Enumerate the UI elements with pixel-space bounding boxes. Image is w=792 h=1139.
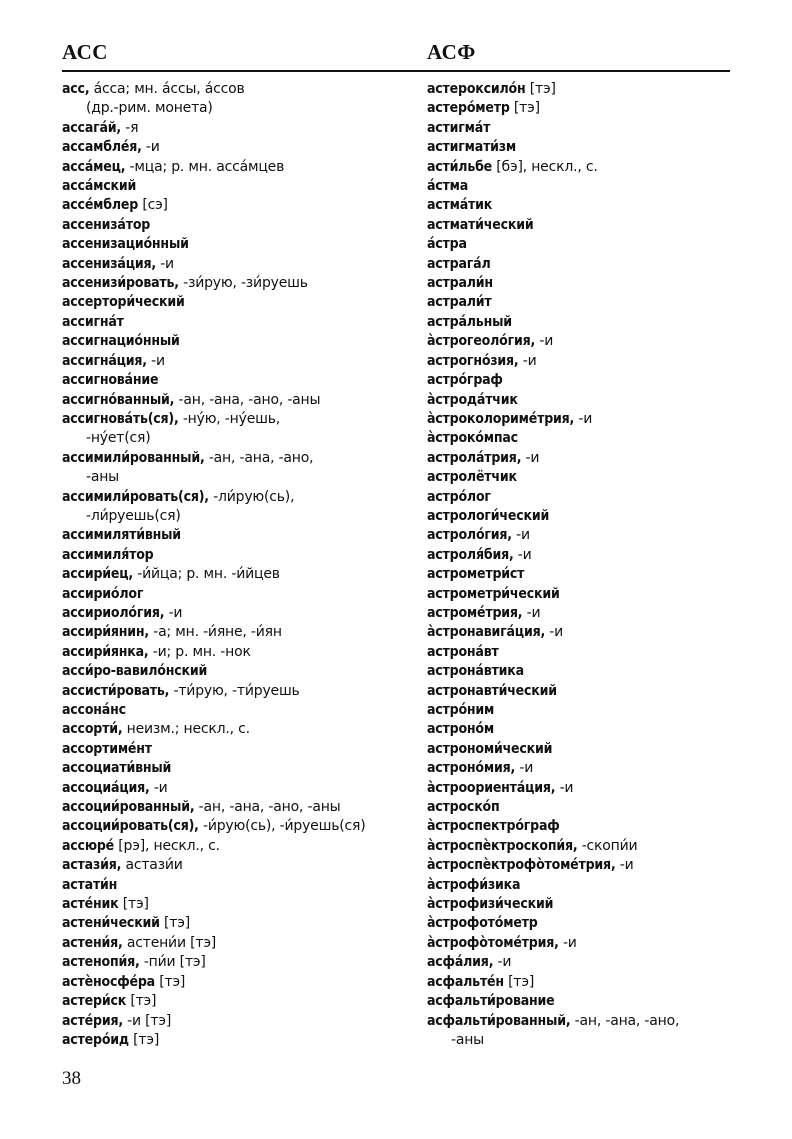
entry-grammar: [тэ] (126, 993, 157, 1010)
entry-headword: астени́я, (62, 934, 123, 951)
entry-headword: астѐносфе́ра (62, 973, 155, 990)
dictionary-entry (62, 138, 412, 157)
dictionary-entry (427, 720, 747, 739)
entry-grammar: -и (141, 139, 160, 156)
entry-headword: а̀строгеоло́гия, (427, 333, 536, 350)
entry-headword: а̀строспѐктроскопи́я, (427, 837, 578, 854)
dictionary-entry (427, 80, 747, 99)
entry-grammar: [рэ], нескл., с. (114, 837, 220, 854)
dictionary-entry (427, 468, 747, 487)
entry-grammar: -и (574, 410, 593, 427)
dictionary-entry (427, 546, 747, 565)
entry-grammar: -и (513, 546, 532, 563)
entry-grammar: [тэ] (509, 100, 540, 117)
entry-grammar: [тэ] (159, 915, 191, 932)
entry-headword: ассимиля́тор (62, 546, 154, 563)
entry-grammar: -и (545, 624, 564, 641)
entry-headword: астрогно́зия, (427, 352, 519, 369)
entry-grammar: -ан, -ана, -ано, -аны (174, 391, 321, 408)
entry-headword: астрали́т (427, 294, 492, 311)
entry-grammar: -и (615, 857, 634, 874)
entry-headword: астрономи́ческий (427, 740, 553, 757)
dictionary-entry (62, 856, 412, 875)
dictionary-entry (62, 953, 412, 972)
entry-grammar: -и (164, 604, 183, 621)
entry-headword: ассортиме́нт (62, 740, 152, 757)
left-column (62, 80, 412, 1050)
dictionary-entry (62, 876, 412, 895)
dictionary-entry (62, 798, 412, 817)
entry-headword: ассигно́ванный, (62, 391, 175, 408)
entry-grammar: -ти́рую, -ти́руешь (169, 682, 300, 699)
entry-grammar: -и́йца; р. мн. -и́йцев (132, 566, 280, 583)
dictionary-entry (427, 391, 747, 410)
dictionary-entry (62, 740, 412, 759)
entry-headword: ассениза́тор (62, 216, 151, 233)
entry-headword: астрометри́ст (427, 566, 525, 583)
entry-grammar: -ли́рую(сь), (208, 488, 295, 505)
entry-headword: астма́тик (427, 197, 493, 214)
entry-headword: ассигна́ция, (62, 352, 147, 369)
dictionary-entry (62, 546, 412, 565)
header-left-guide-word: АСС (62, 40, 108, 64)
entry-grammar: -ан, -ана, -ано, (570, 1012, 680, 1029)
entry-headword: астро́лог (427, 488, 491, 505)
dictionary-entry (62, 391, 412, 410)
entry-grammar: -ну́ю, -ну́ешь, (178, 410, 281, 427)
dictionary-entry (427, 856, 747, 875)
entry-headword: ассоции́ровать(ся), (62, 818, 199, 835)
dictionary-entry (427, 604, 747, 623)
entry-headword: астрола́трия, (427, 449, 522, 466)
entry-headword: ассимили́ровать(ся), (62, 488, 209, 505)
entry-headword: астази́я, (62, 857, 122, 874)
dictionary-entry (62, 80, 412, 119)
entry-grammar: -зи́рую, -зи́руешь (178, 275, 308, 292)
entry-headword: астрологи́ческий (427, 507, 550, 524)
entry-grammar: -и; р. мн. -нок (148, 643, 251, 660)
entry-grammar: [тэ] (118, 896, 149, 913)
dictionary-entry (427, 526, 747, 545)
entry-headword: а̀строфо̀томе́трия, (427, 934, 559, 951)
entry-grammar: -и (149, 779, 168, 796)
dictionary-entry (62, 973, 412, 992)
entry-headword: ассоциати́вный (62, 760, 172, 777)
dictionary-entry (62, 914, 412, 933)
entry-continuation: -ли́руешь(ся) (86, 507, 181, 524)
dictionary-entry (427, 895, 747, 914)
entry-headword: асте́рия, (62, 1012, 123, 1029)
dictionary-entry (427, 216, 747, 235)
entry-headword: ассенизи́ровать, (62, 275, 179, 292)
entry-headword: астери́ск (62, 993, 127, 1010)
entry-continuation: (др.-рим. монета) (86, 100, 213, 117)
entry-headword: астигмати́зм (427, 139, 517, 156)
dictionary-entry (62, 1012, 412, 1031)
entry-headword: асте́ник (62, 896, 119, 913)
entry-headword: ассигна́т (62, 313, 124, 330)
dictionary-entry (427, 313, 747, 332)
dictionary-entry (427, 371, 747, 390)
entry-headword: а̀строфи́зика (427, 876, 521, 893)
header-right-guide-word: АСФ (427, 40, 476, 64)
dictionary-entry (427, 876, 747, 895)
dictionary-entry (427, 914, 747, 933)
entry-headword: а̀строколориме́трия, (427, 410, 575, 427)
dictionary-entry (62, 934, 412, 953)
entry-headword: ассоции́рованный, (62, 799, 195, 816)
entry-headword: а̀строко́мпас (427, 430, 518, 447)
entry-headword: асти́льбе (427, 158, 493, 175)
entry-headword: астрона́вт (427, 643, 499, 660)
entry-headword: ассириоло́гия, (62, 604, 165, 621)
dictionary-entry (62, 158, 412, 177)
entry-headword: ассири́янин, (62, 624, 149, 641)
dictionary-entry (427, 817, 747, 836)
entry-grammar: -и (493, 954, 512, 971)
dictionary-entry (427, 759, 747, 778)
entry-headword: ассирио́лог (62, 585, 144, 602)
entry-headword: астати́н (62, 876, 118, 893)
dictionary-entry (62, 274, 412, 293)
entry-headword: асфальте́н (427, 973, 504, 990)
entry-grammar: -и (515, 760, 534, 777)
dictionary-entry (62, 701, 412, 720)
dictionary-entry (427, 255, 747, 274)
entry-grammar: -а; мн. -и́яне, -и́ян (149, 624, 282, 641)
entry-headword: асфа́лия, (427, 954, 494, 971)
dictionary-entry (427, 953, 747, 972)
dictionary-entry (62, 565, 412, 584)
dictionary-entry (427, 507, 747, 526)
entry-grammar: -и (511, 527, 530, 544)
dictionary-entry (62, 352, 412, 371)
entry-grammar: -пи́и [тэ] (139, 954, 206, 971)
entry-grammar: -и [тэ] (122, 1012, 172, 1029)
entry-headword: астра́льный (427, 313, 512, 330)
dictionary-entry (62, 837, 412, 856)
entry-headword: ассигнацио́нный (62, 333, 180, 350)
dictionary-entry (62, 255, 412, 274)
entry-grammar: -и́рую(сь), -и́руешь(ся) (198, 818, 366, 835)
dictionary-entry (427, 99, 747, 118)
dictionary-entry (427, 798, 747, 817)
dictionary-entry (62, 488, 412, 527)
dictionary-entry (62, 332, 412, 351)
entry-continuation: -аны (86, 469, 120, 486)
entry-headword: астрали́н (427, 275, 493, 292)
dictionary-entry (427, 158, 747, 177)
entry-grammar: [бэ], нескл., с. (492, 158, 598, 175)
entry-grammar: неизм.; нескл., с. (122, 721, 250, 738)
dictionary-entry (62, 293, 412, 312)
dictionary-entry (62, 526, 412, 545)
entry-headword: асса́мец, (62, 158, 126, 175)
entry-headword: астро́ним (427, 702, 495, 718)
entry-headword: ассоциа́ция, (62, 779, 150, 796)
entry-headword: астигма́т (427, 119, 491, 136)
entry-grammar: [тэ] (525, 81, 556, 97)
entry-headword: астрага́л (427, 255, 491, 272)
dictionary-entry (427, 235, 747, 254)
dictionary-entry (62, 643, 412, 662)
entry-headword: ассона́нс (62, 702, 126, 718)
entry-grammar: -скопи́и (577, 837, 638, 854)
dictionary-entry (427, 779, 747, 798)
entry-headword: ассири́янка, (62, 643, 149, 660)
entry-headword: ассага́й, (62, 119, 122, 136)
entry-headword: астрона́втика (427, 663, 524, 680)
entry-headword: ассертори́ческий (62, 294, 185, 311)
dictionary-entry (62, 235, 412, 254)
running-header (62, 40, 730, 72)
entry-headword: асси́ро-вавило́нский (62, 663, 208, 680)
dictionary-entry (427, 488, 747, 507)
dictionary-entry (62, 216, 412, 235)
dictionary-entry (427, 662, 747, 681)
entry-headword: ассе́мблер (62, 197, 139, 214)
entry-headword: ассюре́ (62, 837, 115, 854)
entry-grammar: [тэ] (128, 1031, 160, 1048)
dictionary-entry (62, 119, 412, 138)
entry-headword: ассисти́ровать, (62, 682, 170, 699)
entry-headword: ассенизацио́нный (62, 236, 189, 253)
dictionary-entry (427, 992, 747, 1011)
dictionary-entry (427, 429, 747, 448)
entry-headword: астмати́ческий (427, 216, 534, 233)
entry-headword: а̀строфото́метр (427, 915, 538, 932)
entry-headword: ассигнова́ние (62, 372, 159, 389)
dictionary-entry (427, 196, 747, 215)
entry-headword: астени́ческий (62, 915, 160, 932)
entry-headword: асса́мский (62, 178, 137, 195)
entry-grammar: -и (555, 779, 574, 796)
entry-headword: а̀строориента́ция, (427, 779, 556, 796)
entry-headword: ассимиляти́вный (62, 527, 181, 544)
entry-headword: а̀строспектро́граф (427, 818, 560, 835)
entry-grammar: [тэ] (154, 973, 186, 990)
entry-headword: ассири́ец, (62, 566, 133, 583)
dictionary-entry (62, 720, 412, 739)
dictionary-entry (62, 585, 412, 604)
dictionary-entry (62, 992, 412, 1011)
dictionary-entry (427, 177, 747, 196)
entry-grammar: -и (522, 604, 541, 621)
entry-headword: ассорти́, (62, 721, 123, 738)
dictionary-entry (62, 759, 412, 778)
entry-headword: а̀строспѐктрофо̀томе́трия, (427, 857, 616, 874)
dictionary-entry (427, 623, 747, 642)
entry-grammar: -и (558, 934, 577, 951)
entry-headword: астроло́гия, (427, 527, 512, 544)
entry-grammar: [тэ] (503, 973, 535, 990)
entry-grammar: -ан, -ана, -ано, -аны (194, 799, 341, 816)
dictionary-entry (427, 934, 747, 953)
entry-headword: астроля́бия, (427, 546, 514, 563)
entry-grammar: -я (121, 119, 139, 136)
dictionary-entry (62, 779, 412, 798)
entry-grammar: -и (155, 255, 174, 272)
dictionary-entry (427, 274, 747, 293)
dictionary-entry (62, 449, 412, 488)
entry-grammar: а́сса; мн. а́ссы, а́ссов (89, 81, 245, 97)
dictionary-entry (62, 196, 412, 215)
dictionary-entry (62, 177, 412, 196)
entry-headword: ассигнова́ть(ся), (62, 410, 179, 427)
entry-headword: астроно́м (427, 721, 494, 738)
entry-headword: ассимили́рованный, (62, 449, 205, 466)
entry-headword: а́стра (427, 236, 467, 253)
dictionary-entry (427, 1012, 747, 1051)
entry-headword: асфальти́рованный, (427, 1012, 571, 1029)
entry-headword: асс, (62, 81, 90, 97)
dictionary-entry (427, 565, 747, 584)
entry-headword: астроме́трия, (427, 604, 523, 621)
dictionary-entry (62, 682, 412, 701)
dictionary-entry (427, 643, 747, 662)
dictionary-entry (62, 623, 412, 642)
entry-grammar: -и (146, 352, 165, 369)
dictionary-entry (427, 740, 747, 759)
dictionary-entry (427, 332, 747, 351)
dictionary-entry (427, 293, 747, 312)
dictionary-entry (427, 138, 747, 157)
entry-headword: а́стма (427, 178, 469, 195)
entry-grammar: [сэ] (138, 197, 168, 214)
entry-grammar: астени́и [тэ] (122, 934, 217, 951)
dictionary-entry (62, 604, 412, 623)
entry-headword: а̀стронавига́ция, (427, 624, 546, 641)
entry-headword: астроно́мия, (427, 760, 516, 777)
dictionary-entry (427, 973, 747, 992)
entry-headword: астронавти́ческий (427, 682, 557, 699)
entry-headword: ассениза́ция, (62, 255, 156, 272)
dictionary-entry (62, 817, 412, 836)
entry-grammar: астази́и (121, 857, 183, 874)
dictionary-entry (62, 410, 412, 449)
dictionary-entry (62, 895, 412, 914)
entry-headword: астролётчик (427, 469, 517, 486)
entry-headword: астроско́п (427, 799, 500, 816)
entry-headword: астеро́метр (427, 100, 510, 117)
dictionary-entry (62, 313, 412, 332)
dictionary-entry (427, 585, 747, 604)
entry-headword: астрометри́ческий (427, 585, 560, 602)
dictionary-entry (62, 662, 412, 681)
entry-headword: астеро́ид (62, 1031, 129, 1048)
dictionary-entry (62, 371, 412, 390)
entry-grammar: -и (521, 449, 540, 466)
entry-headword: а̀строфизи́ческий (427, 896, 554, 913)
dictionary-entry (427, 701, 747, 720)
entry-continuation: -аны (451, 1031, 485, 1048)
right-column (427, 80, 747, 1050)
entry-continuation: -ну́ет(ся) (86, 430, 151, 447)
dictionary-entry (427, 449, 747, 468)
entry-grammar: -и (518, 352, 537, 369)
entry-headword: астро́граф (427, 372, 503, 389)
dictionary-entry (427, 352, 747, 371)
dictionary-entry (427, 410, 747, 429)
entry-grammar: -и (535, 333, 554, 350)
entry-headword: астенопи́я, (62, 954, 140, 971)
dictionary-entry (62, 1031, 412, 1050)
dictionary-entry (427, 682, 747, 701)
entry-headword: астероксило́н (427, 81, 526, 97)
dictionary-entry (427, 837, 747, 856)
dictionary-entry (427, 119, 747, 138)
page-number: 38 (62, 1068, 81, 1089)
entry-grammar: -ан, -ана, -ано, (204, 449, 314, 466)
entry-headword: ассамбле́я, (62, 139, 142, 156)
entry-headword: асфальти́рование (427, 993, 555, 1010)
entry-headword: а̀строда́тчик (427, 391, 518, 408)
entry-grammar: -мца; р. мн. асса́мцев (125, 158, 285, 175)
